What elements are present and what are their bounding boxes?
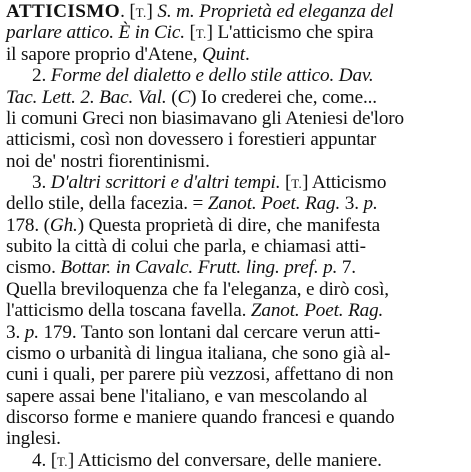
text-span: il sapore proprio d'Atene,: [6, 43, 203, 65]
entry-line-16: [6, 322, 380, 343]
entry-line-21: [6, 428, 61, 449]
abbrev-mark: T.: [135, 5, 147, 20]
entry-line-1: [6, 1, 393, 22]
entry-line-19: [6, 386, 368, 407]
sense-number: 4. [: [32, 449, 57, 471]
citation-source: Bottar. in Cavalc. Frutt. ling. pref. p.: [60, 257, 338, 279]
entry-line-18: [6, 364, 393, 385]
entry-line-6: [6, 108, 404, 129]
entry-line-20: [6, 407, 395, 428]
text-span: subito la città di colui che parla, e chiamasi atti-: [6, 236, 366, 257]
sense-3-line-1: [32, 172, 386, 193]
text-span: ) Io crederei che, come...: [190, 86, 377, 108]
text-span: (: [166, 86, 178, 108]
citation-source: p.: [24, 321, 39, 343]
text-span: 178. (: [6, 214, 50, 236]
entry-line-13: [6, 257, 356, 278]
text-span: ] Atticismo: [302, 171, 387, 193]
sense-number: 3.: [32, 171, 51, 193]
entry-line-7: [6, 129, 376, 150]
text-span: dello stile, della facezia.: [6, 193, 188, 215]
equals-sign: =: [187, 193, 208, 215]
citation-source: Zanot. Poet. Rag.: [250, 300, 384, 322]
sense-4-line-1: [32, 450, 382, 471]
text-span: 3.: [340, 193, 364, 215]
citation-source: Zanot. Poet. Rag.: [207, 193, 341, 215]
entry-line-14: [6, 279, 389, 300]
entry-line-10: [6, 193, 378, 214]
entry-line-2: [6, 22, 373, 43]
text-span: cismo o urbanità di lingua italiana, che sono già al-: [6, 342, 391, 364]
text-span: cismo.: [6, 257, 61, 279]
text-span: . [: [120, 1, 136, 22]
text-span: discorso forme e maniere quando francesi e quando: [6, 406, 395, 428]
citation-source: C: [177, 86, 191, 108]
text-span: 3.: [6, 321, 25, 343]
definition-text: S. m. Proprietà ed eleganza del: [157, 1, 394, 22]
text-span: Quella breviloquenza che fa l'eleganza, e dirò così,: [6, 278, 389, 300]
abbrev-mark: T.: [56, 453, 68, 469]
text-span: 7.: [337, 257, 356, 279]
text-span: ] L'atticismo che spira: [206, 22, 374, 44]
text-span: sapere assai bene l'italiano, e van mescolando al: [6, 385, 368, 407]
text-span: ] Atticismo del conversare, delle maniere.: [67, 449, 382, 471]
text-span: ) Questa proprietà di dire, che manifesta: [77, 214, 381, 236]
citation-source: Tac. Lett. 2. Bac. Val.: [6, 86, 167, 108]
text-span: ]: [146, 1, 158, 22]
abbrev-mark: T.: [291, 175, 303, 191]
definition-text: D'altri scrittori e d'altri tempi.: [50, 171, 281, 193]
definition-text: Forme del dialetto e dello stile attico. Dav.: [50, 65, 374, 87]
sense-2-line-1: [32, 65, 374, 86]
text-span: inglesi.: [6, 428, 61, 450]
entry-line-15: [6, 300, 383, 321]
text-span: 179. Tanto son lontani dal cercare verun atti-: [38, 321, 381, 343]
text-span: cuni i quali, per parere più vezzosi, affettano di non: [6, 364, 394, 386]
headword: ATTICISMO: [6, 1, 121, 22]
text-span: [: [184, 22, 196, 44]
entry-line-3: [6, 44, 250, 65]
entry-line-12: [6, 236, 366, 257]
text-span: li comuni Greci non biasimavano gli Ateniesi de'loro: [6, 107, 404, 129]
text-span: atticismi, così non dovessero i forestieri appuntar: [6, 129, 377, 151]
text-span: [: [280, 171, 292, 193]
text-span: noi de' nostri fiorentinismi.: [6, 150, 210, 172]
entry-line-11: [6, 215, 380, 236]
abbrev-mark: T.: [195, 26, 207, 42]
entry-line-17: [6, 343, 390, 364]
text-span: .: [245, 43, 250, 65]
citation-source: Gh.: [49, 214, 78, 236]
citation-source: p.: [363, 193, 378, 215]
sense-number: 2.: [32, 65, 51, 87]
definition-text: parlare attico. È in Cic.: [6, 22, 185, 44]
entry-line-8: [6, 151, 210, 172]
entry-line-5: [6, 87, 377, 108]
text-span: l'atticismo della toscana favella.: [6, 300, 251, 322]
citation-source: Quint: [202, 43, 245, 65]
